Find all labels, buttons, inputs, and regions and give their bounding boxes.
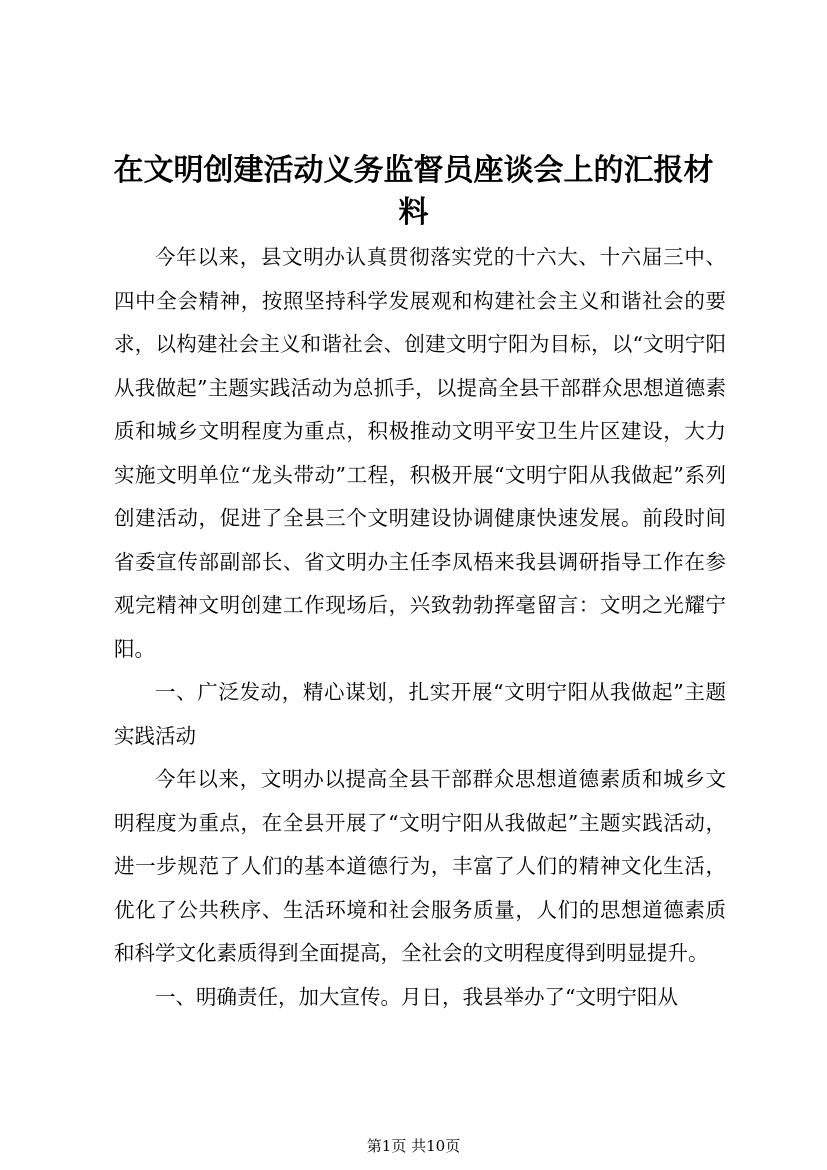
paragraph: 今年以来，文明办以提高全县干部群众思想道德素质和城乡文明程度为重点，在全县开展了“文明宁阳从我做起”主题实践活动，进一步规范了人们的基本道德行为，丰富了人们的精神文化生活，优化了公共秩序、生活环境和社会服务质量，人们的思想道德素质和科学文化素质得到全面提高，全社会的文明程度得到明显提升。 <box>114 767 726 965</box>
paragraph: 今年以来，县文明办认真贯彻落实党的十六大、十六届三中、四中全会精神，按照坚持科学发展观和构建社会主义和谐社会的要求，以构建社会主义和谐社会、创建文明宁阳为目标，以“文明宁阳从我做起”主题实践活动为总抓手，以提高全县干部群众思想道德素质和城乡文明程度为重点，积极推动文明平安卫生片区建设，大力实施文明单位“龙头带动”工程，积极开展“文明宁阳从我做起”系列创建活动，促进了全县三个文明建设协调健康快速发展。前段时间省委宣传部副部长、省文明办主任李凤梧来我县调研指导工作在参观完精神文明创建工作现场后，兴致勃勃挥毫留言：文明之光耀宁阳。 <box>114 245 726 661</box>
paragraph: 一、明确责任，加大宣传。月日，我县举办了“文明宁阳从 <box>155 984 678 1009</box>
document-title: 在文明创建活动义务监督员座谈会上的汇报材料 <box>113 153 714 230</box>
page-number-footer: 第1页 共10页 <box>366 1137 461 1155</box>
section-heading: 一、广泛发动，精心谋划，扎实开展“文明宁阳从我做起”主题实践活动 <box>114 680 726 748</box>
document-body <box>114 236 726 1019</box>
